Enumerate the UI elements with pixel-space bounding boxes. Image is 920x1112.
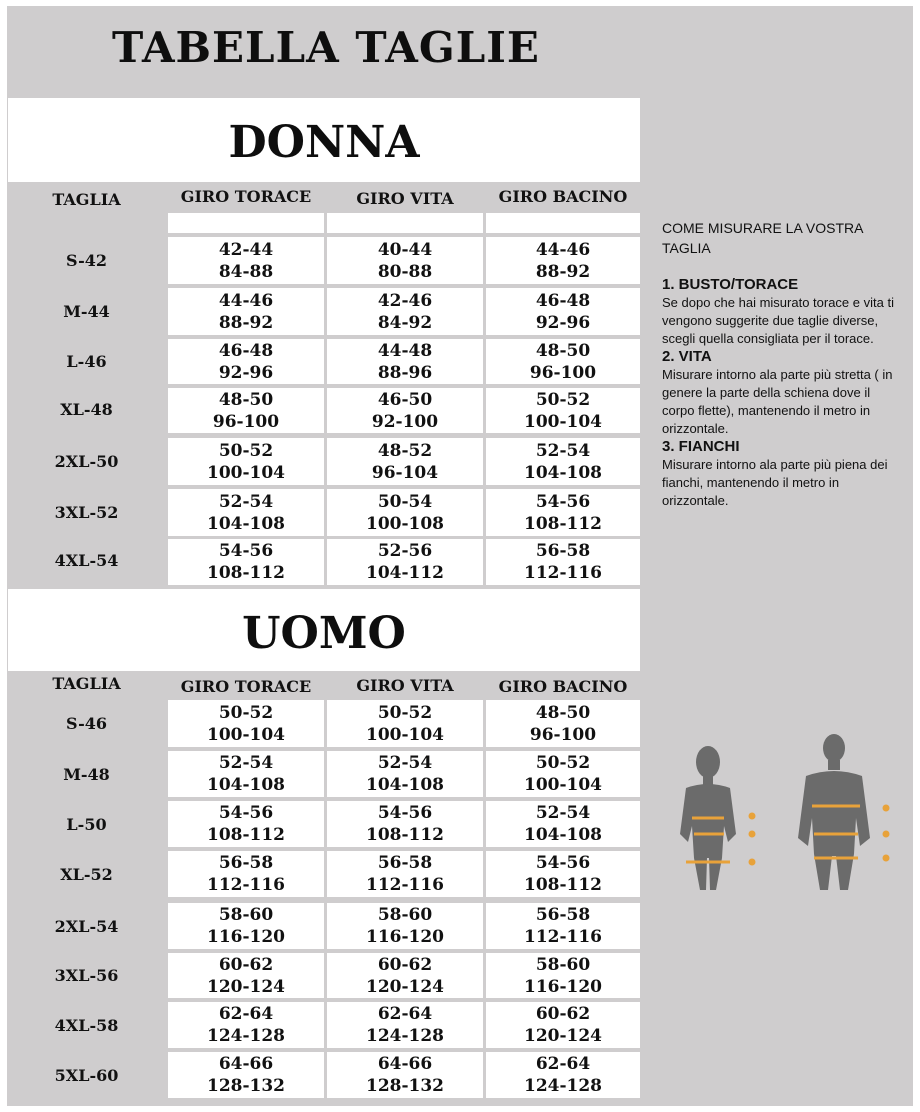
donna-torace-cell: 50-52 100-104 — [168, 438, 324, 485]
uomo-vita-cell: 64-66 128-132 — [327, 1052, 483, 1098]
donna-header-spacer — [168, 213, 324, 233]
uomo-vita-cell: 52-54 104-108 — [327, 751, 483, 797]
uomo-torace-cell: 62-64 124-128 — [168, 1002, 324, 1048]
uomo-size-label: 5XL-60 — [54, 1066, 119, 1085]
donna-vita-cell: 52-56 104-112 — [327, 539, 483, 585]
uomo-torace-cell: 64-66 128-132 — [168, 1052, 324, 1098]
uomo-section-title: UOMO — [8, 589, 640, 671]
donna-size-label: M-44 — [63, 302, 110, 321]
donna-torace-cell: 48-50 96-100 — [168, 388, 324, 433]
donna-bacino-cell: 54-56 108-112 — [486, 489, 640, 536]
donna-size-label: L-46 — [66, 352, 107, 371]
donna-section-title: DONNA — [8, 98, 640, 182]
donna-vita-cell: 44-48 88-96 — [327, 339, 483, 384]
donna-header-torace: GIRO TORACE — [180, 187, 312, 206]
uomo-size-label: M-48 — [63, 765, 110, 784]
donna-size-label: 4XL-54 — [54, 551, 119, 570]
donna-vita-cell: 40-44 80-88 — [327, 237, 483, 284]
uomo-size-label: XL-52 — [60, 865, 113, 884]
measuring-guide — [662, 218, 902, 510]
uomo-vita-cell: 60-62 120-124 — [327, 953, 483, 998]
donna-torace-cell: 42-44 84-88 — [168, 237, 324, 284]
uomo-header-vita: GIRO VITA — [356, 676, 454, 695]
donna-header-vita: GIRO VITA — [356, 189, 454, 208]
donna-bacino-cell: 56-58 112-116 — [486, 539, 640, 585]
uomo-header-torace: GIRO TORACE — [180, 677, 312, 696]
uomo-size-label: 4XL-58 — [54, 1016, 119, 1035]
uomo-torace-cell: 60-62 120-124 — [168, 953, 324, 998]
guide-step-text: Misurare intorno ala parte più stretta ( in genere la parte della schiena dove il corpo flette), mantenendo il metro in orizzontale. — [662, 367, 893, 436]
uomo-bacino-cell: 48-50 96-100 — [486, 700, 640, 747]
uomo-bacino-cell: 60-62 120-124 — [486, 1002, 640, 1048]
uomo-torace-cell: 54-56 108-112 — [168, 801, 324, 847]
guide-step-title: 3. FIANCHI — [662, 438, 740, 455]
guide-step-text: Misurare intorno ala parte più piena dei fianchi, mantenendo il metro in orizzontale. — [662, 457, 888, 508]
uomo-vita-cell: 54-56 108-112 — [327, 801, 483, 847]
uomo-torace-cell: 56-58 112-116 — [168, 851, 324, 897]
uomo-size-label: 2XL-54 — [54, 917, 119, 936]
uomo-vita-cell: 62-64 124-128 — [327, 1002, 483, 1048]
uomo-torace-cell: 50-52 100-104 — [168, 700, 324, 747]
donna-vita-cell: 50-54 100-108 — [327, 489, 483, 536]
uomo-size-label: S-46 — [65, 714, 108, 733]
guide-step-title: 1. BUSTO/TORACE — [662, 276, 799, 293]
donna-torace-cell: 44-46 88-92 — [168, 288, 324, 335]
uomo-bacino-cell: 54-56 108-112 — [486, 851, 640, 897]
uomo-bacino-cell: 52-54 104-108 — [486, 801, 640, 847]
donna-size-label: 3XL-52 — [54, 503, 119, 522]
donna-header-size: TAGLIA — [52, 190, 121, 209]
donna-size-label: 2XL-50 — [54, 452, 119, 471]
uomo-bacino-cell: 58-60 116-120 — [486, 953, 640, 998]
page-title: TABELLA TAGLIE — [112, 23, 540, 72]
donna-torace-cell: 46-48 92-96 — [168, 339, 324, 384]
donna-bacino-cell: 44-46 88-92 — [486, 237, 640, 284]
donna-header-bacino: GIRO BACINO — [498, 187, 628, 206]
donna-vita-cell: 46-50 92-100 — [327, 388, 483, 433]
donna-size-label: S-42 — [65, 251, 108, 270]
uomo-header-size: TAGLIA — [52, 674, 121, 693]
guide-step-title: 2. VITA — [662, 348, 712, 365]
donna-bacino-cell: 48-50 96-100 — [486, 339, 640, 384]
uomo-header-bacino: GIRO BACINO — [498, 677, 628, 696]
donna-size-label: XL-48 — [60, 400, 113, 419]
uomo-vita-cell: 58-60 116-120 — [327, 903, 483, 949]
donna-bacino-cell: 50-52 100-104 — [486, 388, 640, 433]
donna-header-spacer — [327, 213, 483, 233]
uomo-vita-cell: 56-58 112-116 — [327, 851, 483, 897]
uomo-size-label: L-50 — [66, 815, 107, 834]
uomo-bacino-cell: 62-64 124-128 — [486, 1052, 640, 1098]
donna-vita-cell: 48-52 96-104 — [327, 438, 483, 485]
uomo-torace-cell: 52-54 104-108 — [168, 751, 324, 797]
uomo-vita-cell: 50-52 100-104 — [327, 700, 483, 747]
guide-heading: COME MISURARE LA VOSTRA TAGLIA — [662, 220, 863, 256]
guide-step-text: Se dopo che hai misurato torace e vita ti vengono suggerite due taglie diverse, scegli quella consigliata per il torace. — [662, 295, 894, 346]
donna-bacino-cell: 46-48 92-96 — [486, 288, 640, 335]
uomo-bacino-cell: 56-58 112-116 — [486, 903, 640, 949]
uomo-bacino-cell: 50-52 100-104 — [486, 751, 640, 797]
uomo-torace-cell: 58-60 116-120 — [168, 903, 324, 949]
donna-torace-cell: 54-56 108-112 — [168, 539, 324, 585]
donna-vita-cell: 42-46 84-92 — [327, 288, 483, 335]
donna-bacino-cell: 52-54 104-108 — [486, 438, 640, 485]
body-figures — [664, 730, 904, 890]
donna-header-spacer — [486, 213, 640, 233]
male-silhouette-icon — [798, 734, 870, 890]
uomo-size-label: 3XL-56 — [54, 966, 119, 985]
donna-torace-cell: 52-54 104-108 — [168, 489, 324, 536]
